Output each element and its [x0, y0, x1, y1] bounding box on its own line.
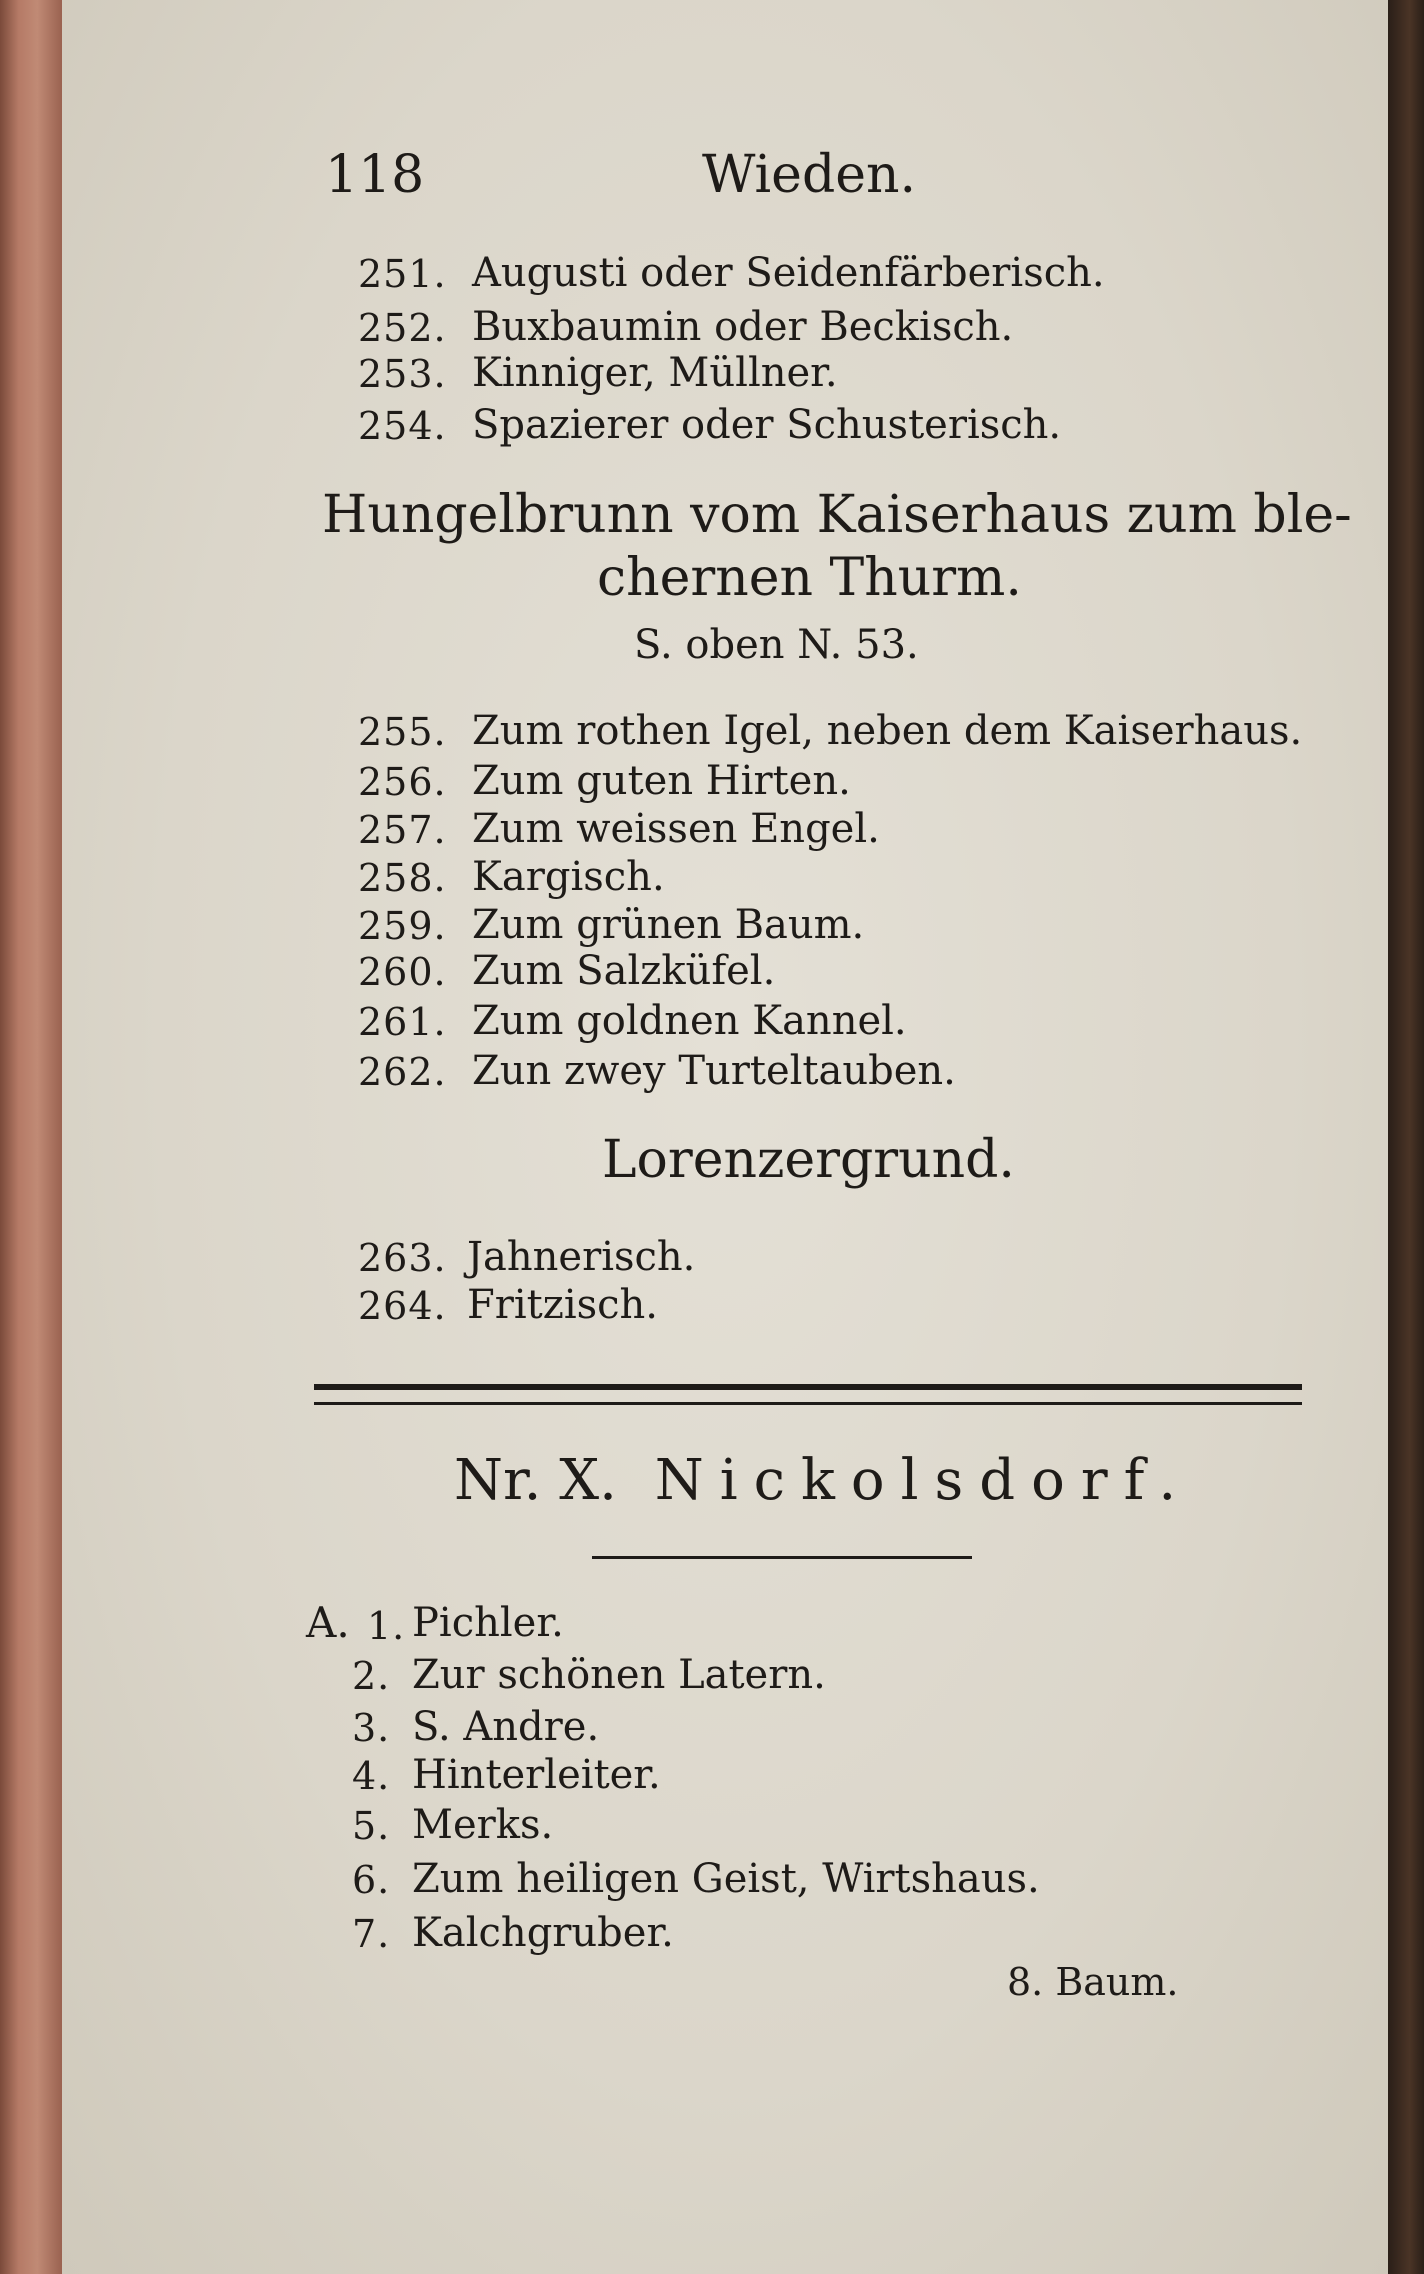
heading-underline	[592, 1556, 972, 1559]
entry-number: 259.	[358, 904, 447, 948]
section-heading: Lorenzergrund.	[602, 1130, 1015, 1190]
entry-text: Zum rothen Igel, neben dem Kaiserhaus.	[472, 708, 1303, 754]
catchword: 8. Baum.	[1007, 1960, 1179, 2004]
entry-number: 255.	[358, 710, 447, 754]
chapter-heading	[454, 1448, 1192, 1513]
entry-text: Hinterleiter.	[412, 1752, 661, 1798]
section-heading: Hungelbrunn vom Kaiserhaus zum ble-	[322, 485, 1352, 545]
entry-text: Zum weissen Engel.	[472, 806, 880, 852]
entry-text: Zum goldnen Kannel.	[472, 998, 907, 1044]
entry-text: Spazierer oder Schusterisch.	[472, 402, 1062, 448]
entry-number: 251.	[358, 252, 447, 296]
entry-text: Buxbaumin oder Beckisch.	[472, 304, 1014, 350]
entry-number: 1.	[367, 1604, 406, 1648]
page-number: 118	[325, 145, 425, 205]
section-letter: A.	[306, 1598, 350, 1647]
entry-number: 6.	[352, 1858, 391, 1902]
entry-text: Pichler.	[412, 1600, 564, 1646]
section-divider-thick	[314, 1384, 1302, 1390]
entry-number: 262.	[358, 1050, 447, 1094]
entry-text: Zum Salzküfel.	[472, 948, 776, 994]
entry-text: Merks.	[412, 1802, 554, 1848]
entry-number: 263.	[358, 1236, 447, 1280]
chapter-number: Nr. X.	[454, 1448, 617, 1513]
section-divider-thin	[314, 1402, 1302, 1405]
entry-text: Zum grünen Baum.	[472, 902, 865, 948]
entry-number: 258.	[358, 856, 447, 900]
entry-number: 3.	[352, 1706, 391, 1750]
entry-number: 2.	[352, 1654, 391, 1698]
entry-text: Kalchgruber.	[412, 1910, 674, 1956]
entry-text: Zun zwey Turteltauben.	[472, 1048, 956, 1094]
entry-number: 264.	[358, 1284, 447, 1328]
entry-text: Zum guten Hirten.	[472, 758, 851, 804]
entry-number: 260.	[358, 950, 447, 994]
chapter-title: Nickolsdorf.	[654, 1448, 1193, 1513]
entry-number: 252.	[358, 306, 447, 350]
entry-text: Fritzisch.	[467, 1282, 659, 1328]
entry-number: 5.	[352, 1804, 391, 1848]
entry-text: Zur schönen Latern.	[412, 1652, 826, 1698]
book-page	[62, 0, 1388, 2274]
entry-text: Jahnerisch.	[467, 1234, 696, 1280]
book-spine	[0, 0, 62, 2274]
entry-text: Zum heiligen Geist, Wirtshaus.	[412, 1856, 1040, 1902]
entry-text: Kargisch.	[472, 854, 665, 900]
entry-text: S. Andre.	[412, 1704, 600, 1750]
page-edge	[1388, 0, 1424, 2274]
entry-text: Kinniger, Müllner.	[472, 350, 838, 396]
running-title: Wieden.	[702, 145, 917, 205]
entry-number: 257.	[358, 808, 447, 852]
entry-text: Augusti oder Seidenfärberisch.	[472, 250, 1105, 296]
entry-number: 256.	[358, 760, 447, 804]
entry-number: 253.	[358, 352, 447, 396]
cross-reference: S. oben N. 53.	[634, 622, 919, 668]
entry-number: 261.	[358, 1000, 447, 1044]
entry-number: 254.	[358, 404, 447, 448]
entry-number: 7.	[352, 1912, 391, 1956]
section-heading-continued: chernen Thurm.	[597, 548, 1022, 608]
entry-number: 4.	[352, 1754, 391, 1798]
